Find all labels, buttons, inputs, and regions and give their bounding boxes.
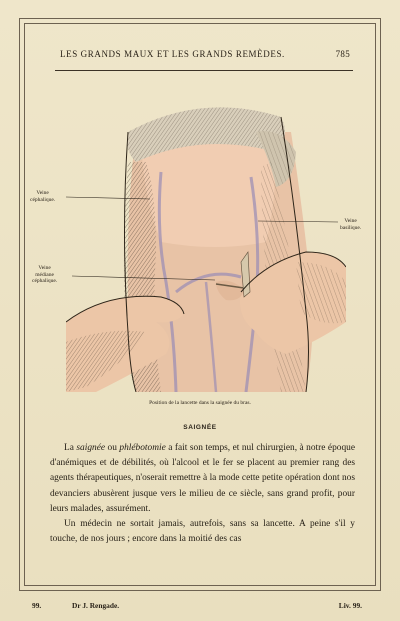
section-title: SAIGNÉE [183, 424, 217, 431]
running-title: LES GRANDS MAUX ET LES GRANDS REMÈDES. [60, 49, 285, 59]
p1-start: La [64, 443, 77, 453]
label-cephalic-text: Veine céphalique. [30, 190, 56, 203]
footer-livraison: Liv. 99. [338, 601, 362, 610]
p1-mid: ou [105, 443, 120, 453]
paragraph-2: Un médecin ne sortait jamais, autrefois, sans sa lancette. A peine s'il y touche, de nos jours ; encore dans la moitié des cas [50, 519, 355, 545]
label-basilic-text: Veine basilique. [340, 218, 362, 231]
illustration-bleeding-arm [66, 92, 346, 392]
paragraph-1 [50, 441, 355, 517]
footer-signature-number: 99. [32, 601, 42, 610]
page-number: 785 [335, 49, 350, 59]
running-header [60, 49, 350, 59]
p1-rest: a fait son temps, et nul chirurgien, à notre époque d'anémiques et de débilités, où l'alcool et le fer se placent au premier rang des agents thérapeutiques, n'oserait remettre à la mode cette petite opération dont nos devanciers abusèrent jusque vers le milieu de ce siècle, sans grand profit, pour leurs malades, assurément. [50, 443, 356, 514]
p1-emphasis-phlebotomie: phlébotomie [119, 443, 166, 453]
figure-caption: Position de la lancette dans la saignée du bras. [149, 400, 251, 406]
label-median-cephalic-text: Veine médiane céphalique. [32, 265, 58, 284]
label-median-cephalic-vein [32, 265, 57, 285]
header-rule [55, 70, 353, 71]
label-cephalic-vein [30, 190, 55, 203]
footer-author: Dr J. Rengade. [72, 601, 120, 610]
p1-emphasis-saignee: saignée [76, 443, 106, 453]
arm-engraving [66, 92, 346, 392]
label-basilic-vein [340, 218, 361, 231]
body-text [50, 441, 355, 547]
